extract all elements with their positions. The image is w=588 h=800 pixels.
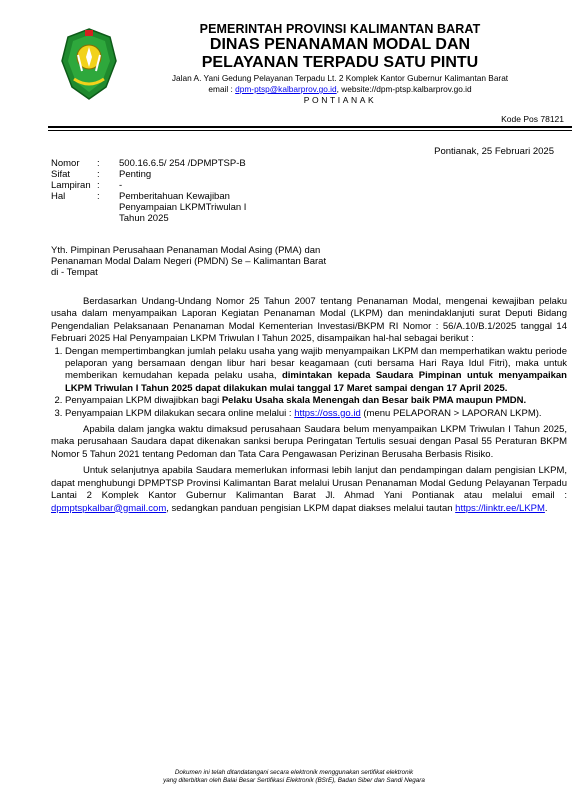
list-item [65,395,567,407]
letter-date: Pontianak, 25 Februari 2025 [434,146,554,157]
meta-sep: : [97,169,100,180]
meta-row [51,158,246,169]
item1-end: . [504,382,508,394]
list-item [65,346,567,396]
agency-address: Jalan A. Yani Gedung Pelayanan Terpadu Lt. 2 Komplek Kantor Gubernur Kalimantan Barat [171,73,509,83]
body-paragraph-3 [51,465,567,515]
e-signature-footer [0,769,588,785]
item1-text: Dengan mempertimbangkan jumlah pelaku usaha yang wajib menyampaikan LKPM dan memperhatikan waktu periode pelaporan yang bersamaan dengan libur hari besar keagamaan (cuti bersama Hari Raya Idul Fitri), maka untuk memberikan kemudahan kepada pelaku usaha, [65,345,567,382]
agency-name-line1: DINAS PENANAMAN MODAL DAN [209,36,471,53]
agency-website: , website://dpm-ptsp.kalbarprov.go.id [336,84,472,94]
agency-contact [120,84,560,94]
item2-text: Penyampaian LKPM diwajibkan bagi [65,395,222,407]
agency-name-line2: PELAYANAN TERPADU SATU PINTU [201,54,479,71]
footer-line2: yang diterbitkan oleh Balai Besar Sertifikasi Elektronik (BSrE), Badan Siber dan Sandi Negara [163,777,425,784]
meta-key: Sifat [51,169,71,180]
meta-sep: : [97,180,100,191]
meta-row [51,169,246,180]
meta-value: 500.16.6.5/ 254 /DPMPTSP-B [119,158,246,169]
body-paragraph-2: Apabila dalam jangka waktu dimaksud perusahaan Saudara belum menyampaikan LKPM Triwulan I Tahun 2025, maka perusahaan Saudara dapat dikenakan sanksi berupa Peringatan Tertulis sesuai dengan Pasal 55 Peraturan BKPM Nomor 5 Tahun 2021 tentang Pedoman dan Tata Cara Pengawasan Perizinan Berusaha Berbasis Risiko. [51,424,567,460]
footer-line1: Dokumen ini telah ditandatangani secara elektronik menggunakan sertifikat elektronik [174,769,414,776]
meta-value: Penting [119,169,152,180]
meta-key: Nomor [51,158,80,169]
subject-line3: Tahun 2025 [119,213,169,224]
meta-row [51,180,246,191]
item3-text: Penyampaian LKPM dilakukan secara online melalui : [65,407,295,419]
item2-end: . [523,395,527,407]
letter-body [51,296,567,515]
points-list [51,346,567,420]
agency-city: PONTIANAK [303,95,377,105]
recipient-line2: Penanaman Modal Dalam Negeri (PMDN) Se – Kalimantan Barat [51,256,327,268]
guide-link[interactable]: https://linktr.ee/LKPM [455,502,545,514]
body-paragraph-1: Berdasarkan Undang-Undang Nomor 25 Tahun 2007 tentang Penanaman Modal, mengenai kewajiban pelaku usaha dalam menyampaikan Laporan Kegiatan Penanaman Modal (LKPM) dan menindaklanjuti surat Deputi Bidang Pengendalian Pelaksanaan Penanaman Modal Kementerian Investasi/BKPM RI Nomor : 56/A.10/B.1/2025 tanggal 14 Februari 2025 Hal Penyampaian LKPM Triwulan I Tahun 2025, disampaikan hal-hal sebagai berikut : [51,296,567,345]
header-rule-thick [48,126,572,128]
recipient-line3: di - Tempat [51,267,98,279]
recipient-line1: Yth. Pimpinan Perusahaan Penanaman Modal Asing (PMA) dan [51,245,321,256]
meta-row [51,191,246,224]
oss-link[interactable]: https://oss.go.id [294,407,361,419]
agency-email-link[interactable]: dpm-ptsp@kalbarprov.go.id [235,84,337,94]
subject-line1: Pemberitahuan Kewajiban [119,191,230,202]
recipient [51,245,551,279]
item2-bold-text: Pelaku Usaha skala Menengah dan Besar baik PMA maupun PMDN [221,395,524,407]
meta-key: Lampiran [51,180,91,191]
government-name: PEMERINTAH PROVINSI KALIMANTAN BARAT [199,22,481,36]
postal-code: Kode Pos 78121 [501,114,564,124]
email-label: email : [208,84,236,94]
meta-value: - [119,180,123,191]
provincial-emblem-logo [60,27,118,101]
para3-end: . [544,502,548,514]
header-rule-thin [48,130,572,131]
subject-line2: Penyampaian LKPMTriwulan I [119,202,247,213]
item3-rest: (menu PELAPORAN > LAPORAN LKPM). [360,407,542,419]
item1-bold-text: dimintakan kepada Saudara Pimpinan untuk menyampaikan LKPM Triwulan I Tahun 2025 dapat dilakukan mulai tanggal 17 Maret sampai dengan 17 April 2025 [65,370,567,394]
meta-key: Hal [51,191,66,202]
meta-sep: : [97,191,100,202]
meta-sep: : [97,158,100,169]
para3-text: Untuk selanjutnya apabila Saudara memerlukan informasi lebih lanjut dan pendampingan dalam pengisian LKPM, dapat menghubungi DPMPTSP Provinsi Kalimantan Barat melalui Urusan Penanaman Modal Gedung Pelayanan Terpadu Lantai 2 Komplek Kantor Gubernur Kalimantan Barat Jl. Ahmad Yani Pontianak atau melalui email : [51,465,567,502]
para3-mid: , sedangkan panduan pengisian LKPM dapat diakses melalui tautan [166,502,456,514]
letterhead [120,22,560,105]
contact-email-link[interactable]: dpmptspkalbar@gmail.com [51,502,167,514]
meta-value-subject [119,191,246,224]
list-item [65,408,567,420]
letter-meta [51,158,246,224]
